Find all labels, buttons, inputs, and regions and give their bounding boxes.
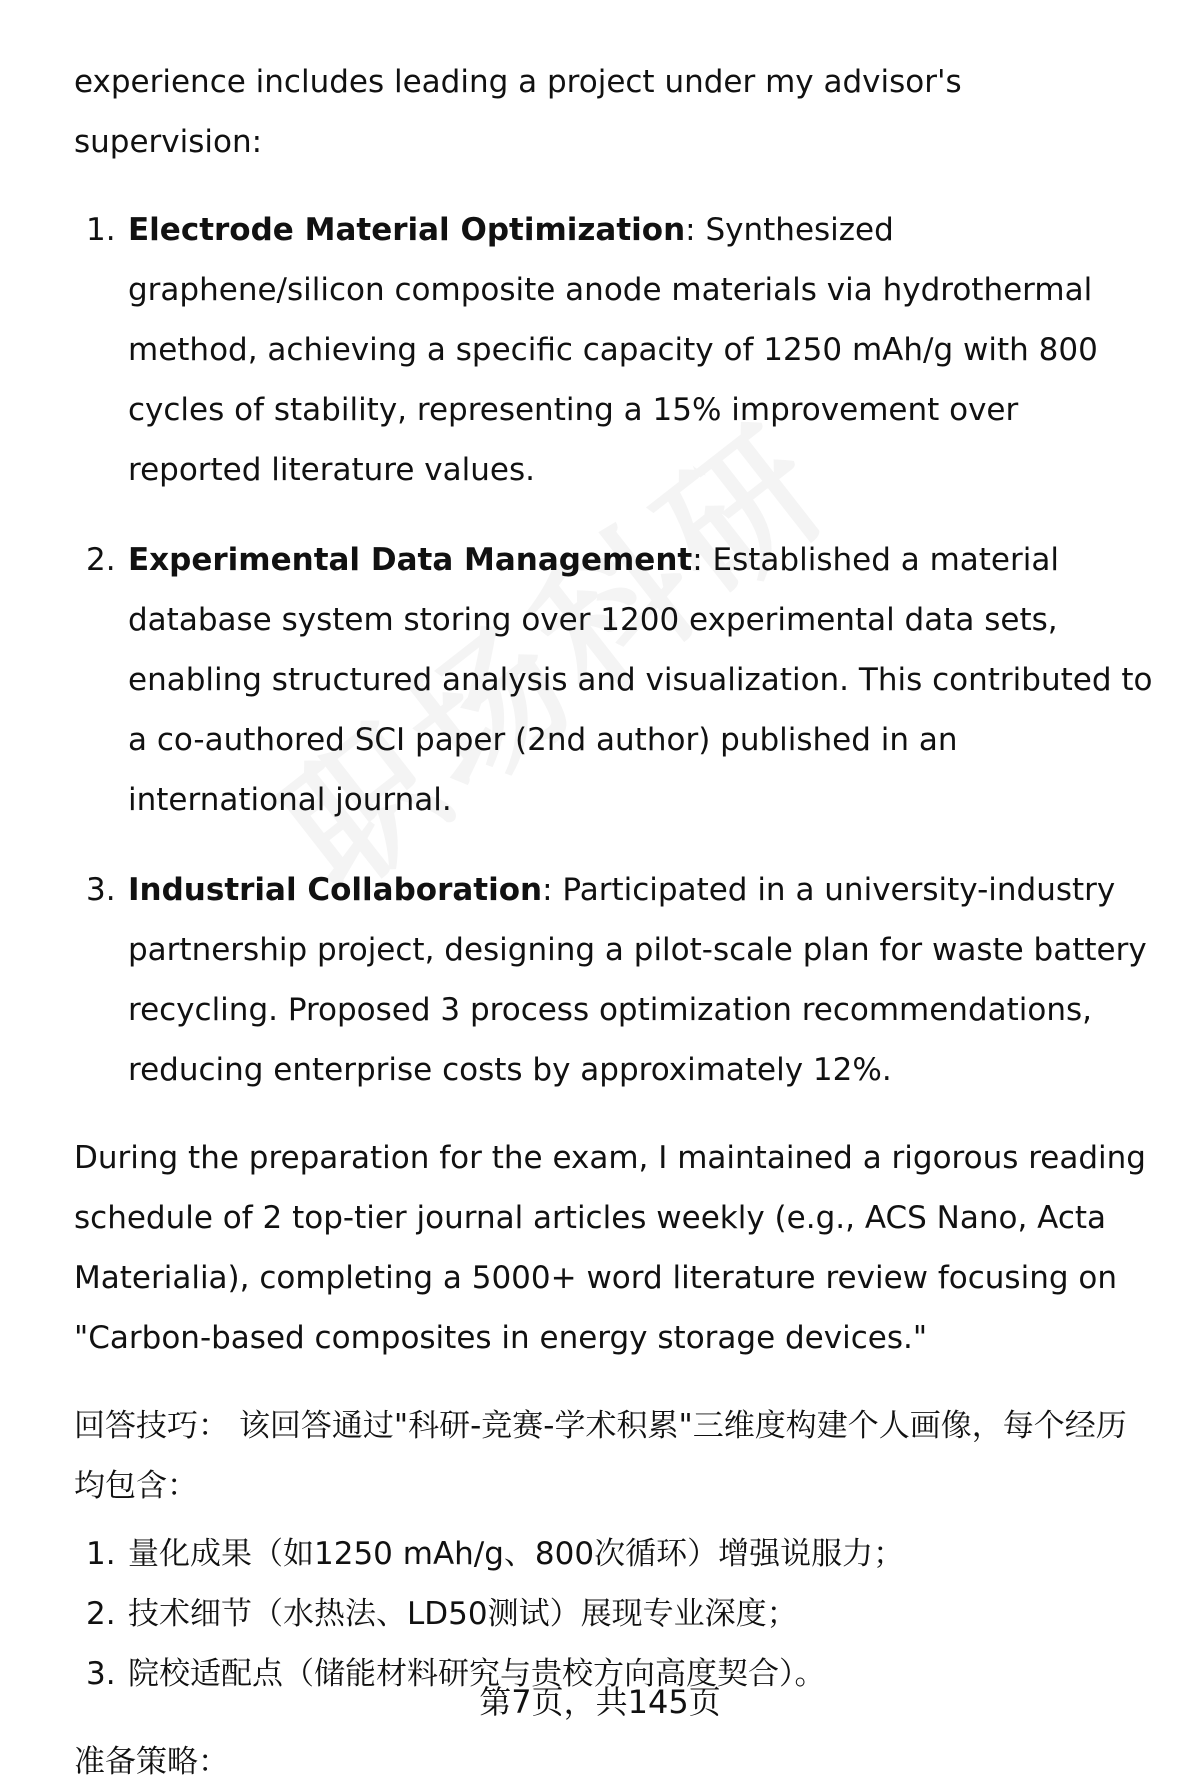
list-number: 1. xyxy=(86,1536,116,1572)
list-item xyxy=(74,200,1154,500)
item-text: 院校适配点（储能材料研究与贵校方向高度契合）。 xyxy=(128,1656,826,1692)
item-title: Electrode Material Optimization xyxy=(128,212,686,248)
intro-paragraph: experience includes leading a project under my advisor's supervision: xyxy=(74,64,962,160)
list-number: 3. xyxy=(86,872,116,908)
tips-text: 该回答通过"科研-竞赛-学术积累"三维度构建个人画像，每个经历均包含： xyxy=(74,1408,1127,1504)
item-text: 技术细节（水热法、LD50测试）展现专业深度； xyxy=(128,1596,798,1632)
list-item xyxy=(74,530,1154,830)
list-item xyxy=(74,1524,1154,1584)
tips-list xyxy=(74,1524,1154,1704)
preparation-paragraph: During the preparation for the exam, I maintained a rigorous reading schedule of 2 top-tier journal articles weekly (e.g., ACS Nano, Acta Materialia), completing a 5000+ word literature review focusing on "Carbon-based composites in energy storage devices." xyxy=(74,1140,1146,1356)
tips-paragraph xyxy=(74,1396,1154,1516)
item-title: Experimental Data Management xyxy=(128,542,693,578)
list-item xyxy=(74,860,1154,1100)
list-number: 3. xyxy=(86,1656,116,1692)
item-text: 量化成果（如1250 mAh/g、800次循环）增强说服力； xyxy=(128,1536,905,1572)
page-content xyxy=(74,52,1154,1792)
item-title: Industrial Collaboration xyxy=(128,872,543,908)
item-text: : Synthesized graphene/silicon composite anode materials via hydrothermal method, achieving a specific capacity of 1250 mAh/g with 800 cycles of stability, representing a 15% improvement over reported literature values. xyxy=(128,212,1098,488)
list-item xyxy=(74,1584,1154,1644)
item-text: : Participated in a university-industry partnership project, designing a pilot-scale plan for waste battery recycling. Proposed 3 process optimization recommendations, reducing enterprise costs by approximately 12%. xyxy=(128,872,1147,1088)
research-experience-list xyxy=(74,200,1154,1100)
strategy-heading: 准备策略： xyxy=(74,1744,229,1780)
list-number: 2. xyxy=(86,1596,116,1632)
page-number-footer: 第7页，共145页 xyxy=(479,1683,721,1721)
list-number: 2. xyxy=(86,542,116,578)
item-text: : Established a material database system storing over 1200 experimental data sets, enabling structured analysis and visualization. This contributed to a co-authored SCI paper (2nd author) published in an international journal. xyxy=(128,542,1153,818)
tips-label: 回答技巧： xyxy=(74,1408,229,1444)
list-number: 1. xyxy=(86,212,116,248)
